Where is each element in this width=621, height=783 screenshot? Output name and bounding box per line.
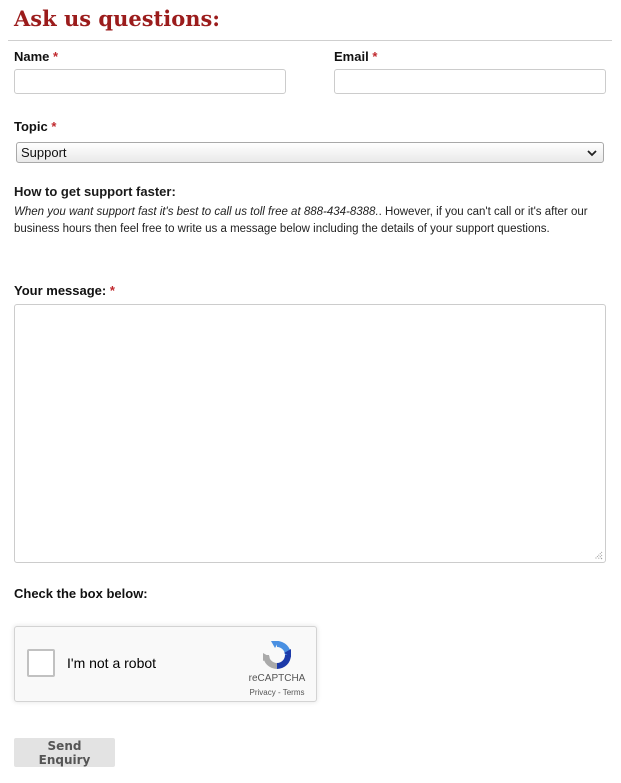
email-field[interactable] [334, 69, 606, 94]
send-enquiry-button[interactable]: Send Enquiry [14, 738, 115, 767]
support-info-title: How to get support faster: [14, 184, 176, 199]
email-label [334, 49, 377, 64]
required-marker: * [51, 119, 57, 134]
topic-label-text: Topic [14, 119, 48, 134]
captcha-checkbox-label[interactable]: I'm not a robot [67, 655, 157, 671]
required-marker: * [53, 49, 59, 64]
required-marker: * [109, 283, 115, 298]
support-info-rest: . However, if you can't call or it's after our business hours then feel free to write us a message below including the details of your support questions. [14, 206, 588, 235]
message-textarea[interactable] [14, 304, 606, 563]
name-label [14, 49, 58, 64]
required-marker: * [372, 49, 378, 64]
message-label [14, 283, 115, 298]
captcha-checkbox[interactable] [27, 649, 55, 677]
privacy-link[interactable]: Privacy [249, 688, 276, 697]
recaptcha-links [243, 688, 311, 697]
terms-link[interactable]: Terms [282, 688, 305, 697]
page-title: Ask us questions: [14, 6, 221, 31]
chevron-down-icon [585, 146, 599, 160]
topic-select[interactable] [16, 142, 604, 163]
message-label-text: Your message: [14, 283, 107, 298]
name-field[interactable] [14, 69, 286, 94]
topic-label [14, 119, 56, 134]
support-info-text [14, 204, 612, 238]
name-label-text: Name [14, 49, 50, 64]
resize-grip-icon[interactable] [593, 550, 603, 560]
topic-selected-value: Support [21, 145, 67, 160]
email-label-text: Email [334, 49, 369, 64]
support-info-italic: When you want support fast it's best to call us toll free at 888-434-8388. [14, 206, 379, 218]
links-separator: - [275, 688, 283, 697]
recaptcha-widget [14, 626, 317, 702]
recaptcha-icon [259, 637, 295, 673]
captcha-title: Check the box below: [14, 586, 148, 601]
title-divider [8, 40, 612, 41]
recaptcha-brand: reCAPTCHA [248, 673, 306, 684]
